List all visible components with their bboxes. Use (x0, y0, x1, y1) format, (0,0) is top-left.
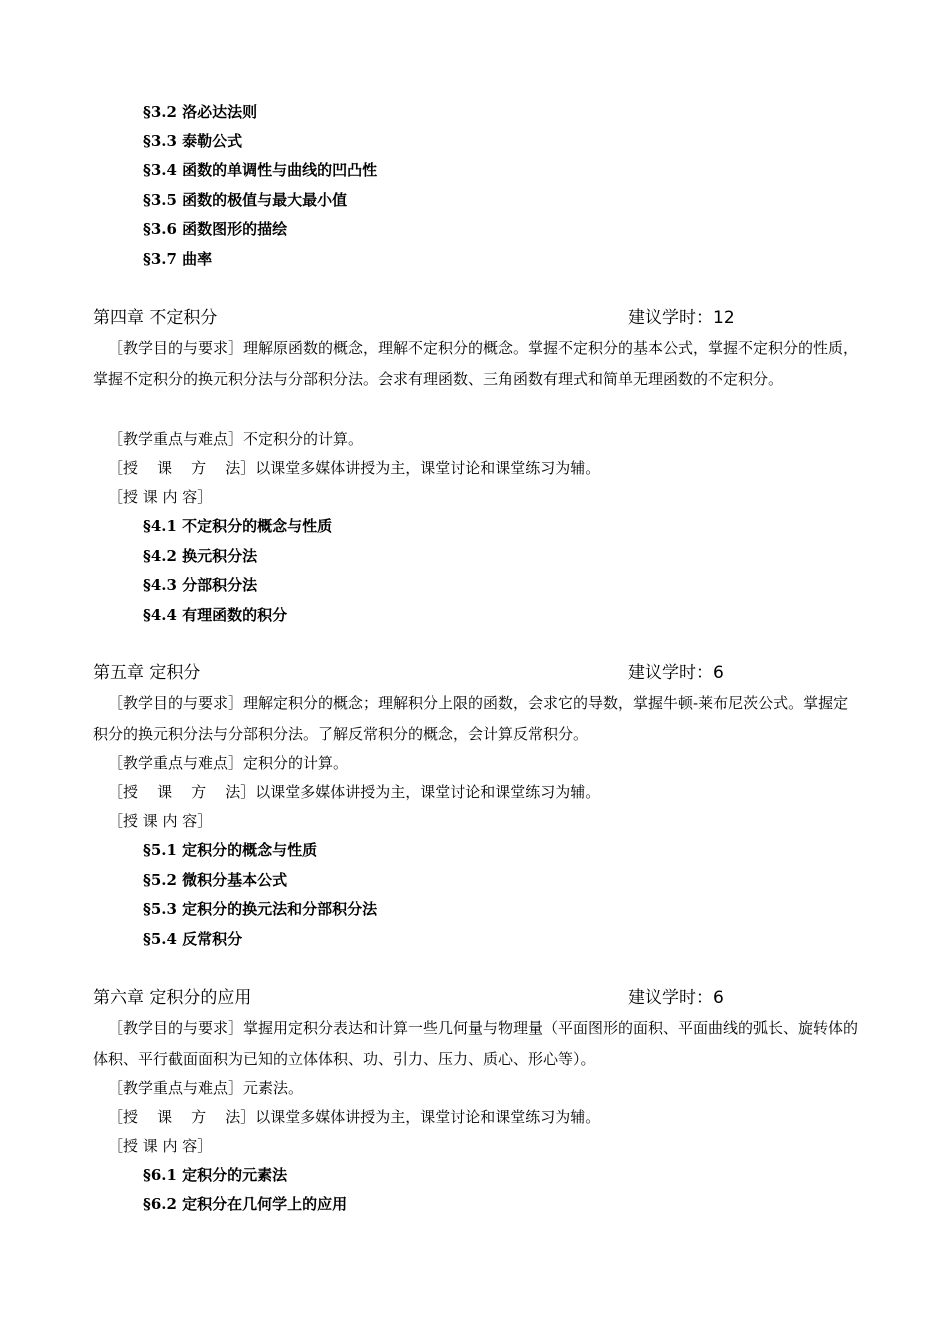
method-label: ［授 课 方 法］ (108, 459, 256, 477)
chapter-4-method (108, 458, 600, 478)
section-4-4: §4.4 有理函数的积分 (143, 606, 288, 624)
section-5-1: §5.1 定积分的概念与性质 (143, 841, 318, 859)
chapter-6-heading (93, 987, 853, 1009)
key-text: 不定积分的计算。 (243, 430, 364, 448)
key-label: ［教学重点与难点］ (108, 1079, 244, 1097)
chapter-5-method (108, 782, 600, 802)
chapter-4-title: 第四章 不定积分 (93, 308, 218, 328)
key-text: 定积分的计算。 (243, 754, 349, 772)
chapter-6-method (108, 1107, 600, 1127)
goal-label: ［教学目的与要求］ (108, 339, 244, 357)
goal-text: 理解定积分的概念；理解积分上限的函数，会求它的导数，掌握牛顿-莱布尼茨公式。掌握定积分的换元积分法与分部积分法。了解反常积分的概念，会计算反常积分。 (93, 694, 849, 743)
chapter-6-content-label: ［授 课 内 容］ (108, 1137, 213, 1155)
chapter-5-goal (93, 688, 861, 750)
section-5-4: §5.4 反常积分 (143, 930, 243, 948)
section-4-2: §4.2 换元积分法 (143, 547, 258, 565)
chapter-4-content-label: ［授 课 内 容］ (108, 488, 213, 506)
section-6-1: §6.1 定积分的元素法 (143, 1166, 288, 1184)
goal-text: 掌握用定积分表达和计算一些几何量与物理量（平面图形的面积、平面曲线的弧长、旋转体的体积、平行截面面积为已知的立体体积、功、引力、压力、质心、形心等）。 (93, 1019, 859, 1068)
section-3-5: §3.5 函数的极值与最大最小值 (143, 191, 348, 209)
key-label: ［教学重点与难点］ (108, 430, 244, 448)
section-3-7: §3.7 曲率 (143, 250, 213, 268)
goal-text: 理解原函数的概念，理解不定积分的概念。掌握不定积分的基本公式，掌握不定积分的性质，掌握不定积分的换元积分法与分部积分法。会求有理函数、三角函数有理式和简单无理函数的不定积分。 (93, 339, 859, 388)
chapter-6-key (108, 1078, 303, 1098)
chapter-4-key (108, 429, 363, 449)
chapter-5-key (108, 753, 348, 773)
chapter-6-goal (93, 1013, 861, 1075)
chapter-4-goal (93, 333, 861, 395)
key-text: 元素法。 (243, 1079, 304, 1097)
method-label: ［授 课 方 法］ (108, 783, 256, 801)
goal-label: ［教学目的与要求］ (108, 694, 244, 712)
chapter-5-heading (93, 662, 853, 684)
method-text: 以课堂多媒体讲授为主，课堂讨论和课堂练习为辅。 (255, 783, 601, 801)
key-label: ［教学重点与难点］ (108, 754, 244, 772)
method-label: ［授 课 方 法］ (108, 1108, 256, 1126)
section-3-4: §3.4 函数的单调性与曲线的凹凸性 (143, 161, 378, 179)
section-6-2: §6.2 定积分在几何学上的应用 (143, 1195, 348, 1213)
method-text: 以课堂多媒体讲授为主，课堂讨论和课堂练习为辅。 (255, 459, 601, 477)
chapter-5-hours: 建议学时：6 (628, 663, 724, 683)
section-3-3: §3.3 泰勒公式 (143, 132, 243, 150)
section-4-3: §4.3 分部积分法 (143, 576, 258, 594)
goal-label: ［教学目的与要求］ (108, 1019, 244, 1037)
section-5-2: §5.2 微积分基本公式 (143, 871, 288, 889)
section-5-3: §5.3 定积分的换元法和分部积分法 (143, 900, 378, 918)
method-text: 以课堂多媒体讲授为主，课堂讨论和课堂练习为辅。 (255, 1108, 601, 1126)
section-3-6: §3.6 函数图形的描绘 (143, 220, 288, 238)
chapter-4-heading (93, 307, 853, 329)
chapter-5-content-label: ［授 课 内 容］ (108, 812, 213, 830)
chapter-4-hours: 建议学时：12 (628, 308, 735, 328)
chapter-6-title: 第六章 定积分的应用 (93, 988, 252, 1008)
chapter-5-title: 第五章 定积分 (93, 663, 201, 683)
section-3-2: §3.2 洛必达法则 (143, 103, 258, 121)
section-4-1: §4.1 不定积分的概念与性质 (143, 517, 333, 535)
chapter-6-hours: 建议学时：6 (628, 988, 724, 1008)
